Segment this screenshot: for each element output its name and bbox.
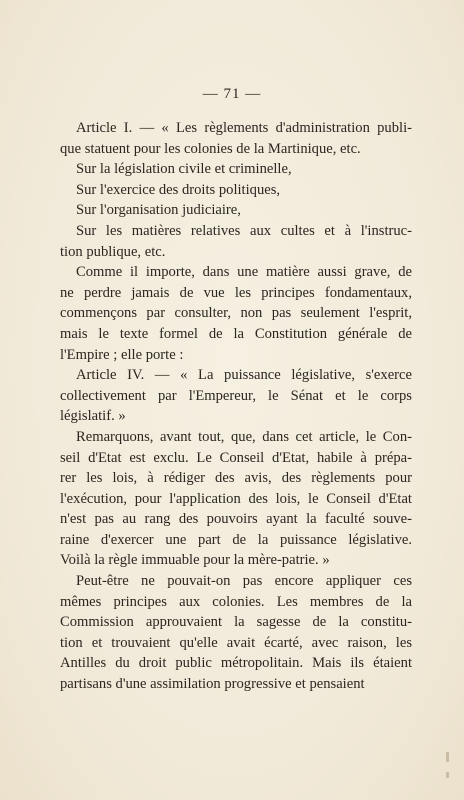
page-text: [60, 118, 412, 695]
text-line: Antilles du droit public métropolitain. Mais ils étaient: [60, 655, 412, 672]
paragraph: [60, 221, 412, 262]
text-line: collectivement par l'Empereur, le Sénat et le corps: [60, 387, 412, 404]
text-line: que statuent pour les colonies de la Martinique, etc.: [60, 140, 361, 157]
text-line: n'est pas au rang des pouvoirs ayant la faculté souve-: [60, 511, 412, 528]
page-number: — 71 —: [202, 86, 262, 102]
paragraph: [60, 365, 412, 427]
text-line: ne perdre jamais de vue les principes fondamentaux,: [60, 284, 412, 301]
text-line: seil d'Etat est exclu. Le Conseil d'Etat, habile à prépa-: [60, 449, 412, 466]
text-line: tion publique, etc.: [60, 243, 166, 260]
text-line: tion et trouvaient qu'elle avait écarté, avec raison, les: [60, 634, 412, 651]
paragraph: [60, 427, 412, 571]
text-line: commençons par consulter, non pas seulement l'esprit,: [60, 305, 412, 322]
text-line: Remarquons, avant tout, que, dans cet article, le Con-: [76, 428, 412, 445]
text-line: raine d'exercer une part de la puissance législative.: [60, 531, 412, 548]
text-line: rer les lois, à rédiger des avis, des règlements pour: [60, 470, 412, 487]
text-line: l'exécution, pour l'application des lois, le Conseil d'Etat: [60, 490, 412, 507]
text-line: Peut-être ne pouvait-on pas encore appliquer ces: [76, 573, 412, 590]
text-line: Sur les matières relatives aux cultes et à l'instruc-: [76, 222, 412, 239]
text-line: Sur l'exercice des droits politiques,: [76, 181, 281, 198]
text-line: partisans d'une assimilation progressive et pensaient: [60, 676, 365, 693]
text-line: Sur la législation civile et criminelle,: [76, 161, 292, 178]
margin-mark: [446, 752, 449, 762]
margin-mark: [446, 772, 449, 778]
text-line: Voilà la règle immuable pour la mère-patrie. »: [60, 552, 330, 569]
text-line: l'Empire ; elle porte :: [60, 346, 184, 363]
text-line: Article IV. — « La puissance législative, s'exerce: [76, 367, 412, 384]
text-line: Sur l'organisation judiciaire,: [76, 202, 241, 219]
paragraph: [60, 159, 412, 180]
text-line: mais le texte formel de la Constitution générale de: [60, 325, 412, 342]
paragraph: [60, 180, 412, 201]
paragraph: [60, 200, 412, 221]
text-line: Commission approuvaient la sagesse de la constitu-: [60, 614, 412, 631]
paragraph: [60, 262, 412, 365]
text-line: Comme il importe, dans une matière aussi grave, de: [76, 264, 412, 281]
text-line: Article I. — « Les règlements d'administration publi-: [76, 120, 412, 136]
paragraph: [60, 118, 412, 159]
text-line: législatif. »: [60, 408, 126, 425]
text-line: mêmes principes aux colonies. Les membres de la: [60, 593, 412, 610]
paragraph: [60, 571, 412, 695]
